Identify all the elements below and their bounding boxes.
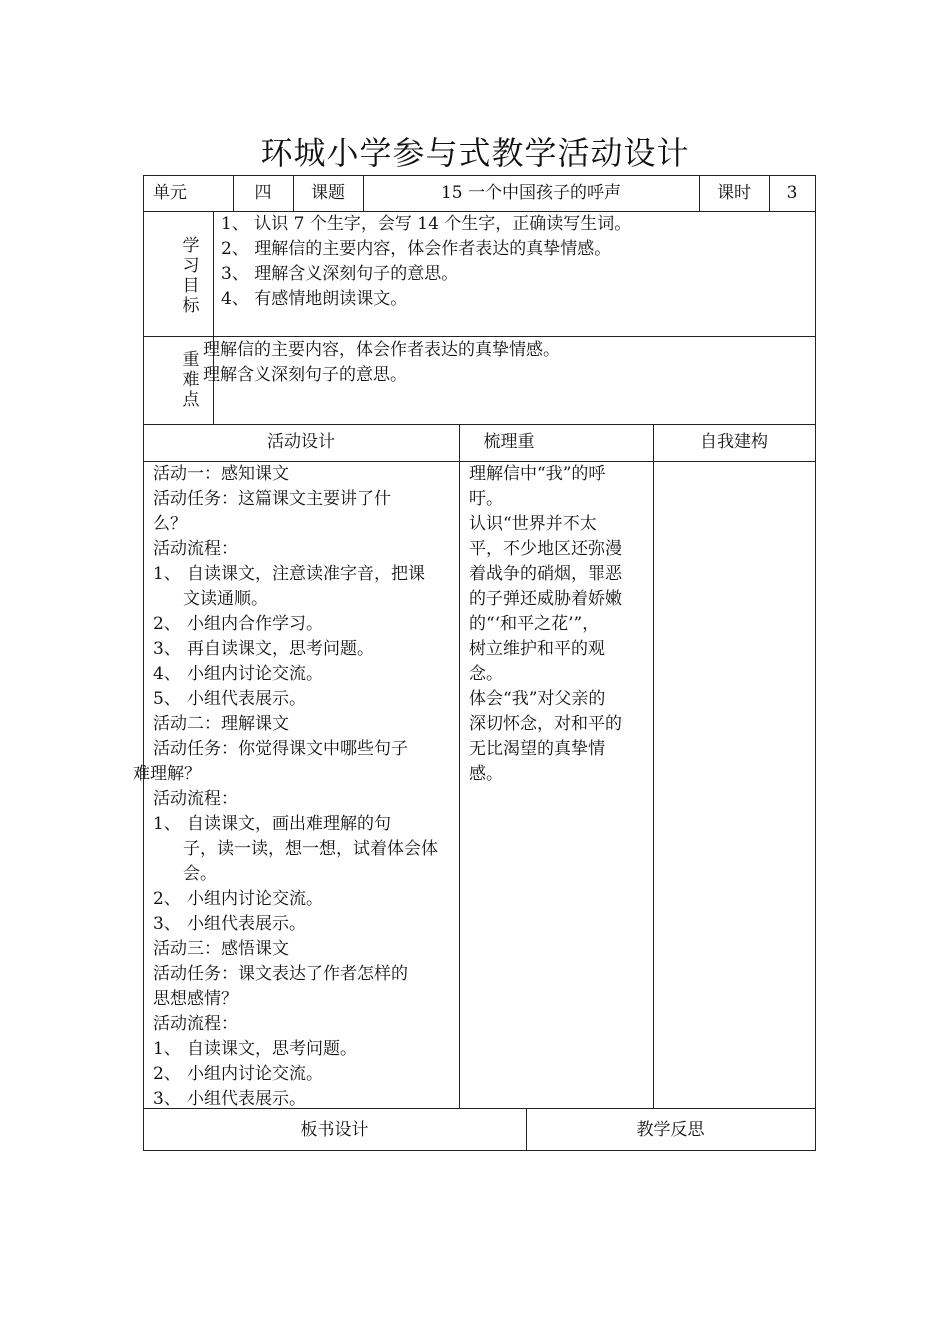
activity-line-number: 2、 [153, 889, 181, 909]
sort-line: 无比渴望的真挚情 [469, 739, 605, 759]
activity-line-text: 活动流程： [153, 539, 238, 559]
reflection-label: 教学反思 [636, 1120, 705, 1140]
document-title: 环城小学参与式教学活动设计 [260, 134, 690, 172]
activity-line-text: 么？ [153, 514, 187, 534]
period-value: 3 [786, 183, 798, 203]
activity-line-text: 会。 [183, 864, 217, 884]
activity-line-text: 小组代表展示。 [187, 1089, 306, 1109]
col-activity-header: 活动设计 [267, 432, 335, 452]
activity-line-text: 小组内讨论交流。 [187, 664, 323, 684]
activity-line-text: 小组内讨论交流。 [187, 889, 323, 909]
activity-line-text: 再自读课文，思考问题。 [187, 639, 374, 659]
sort-line: 平，不少地区还弥漫 [469, 539, 622, 559]
activity-line-text: 活动三：感悟课文 [153, 939, 289, 959]
sort-line: 感。 [469, 764, 503, 784]
activity-line [153, 1037, 458, 1062]
activity-line [153, 512, 458, 537]
activity-line [153, 737, 458, 762]
activity-line-text: 活动任务：这篇课文主要讲了什 [153, 489, 391, 509]
col-sort-header: 梳理重 [483, 432, 535, 452]
activity-line-text: 思想感情？ [153, 989, 238, 1009]
sort-line: 认识“世界并不太 [469, 514, 597, 534]
activity-line-text: 活动流程： [153, 789, 238, 809]
activity-line [153, 787, 458, 812]
activity-line-text: 活动流程： [153, 1014, 238, 1034]
sort-list [469, 462, 649, 787]
key-point-item: 理解含义深刻句子的意思。 [203, 365, 407, 385]
activity-line-number: 2、 [153, 614, 181, 634]
unit-value: 四 [254, 183, 272, 203]
activity-list [133, 462, 458, 1112]
sort-line: 深切怀念，对和平的 [469, 714, 622, 734]
sort-line: 的子弹还威胁着娇嫩 [469, 589, 622, 609]
board-design-label: 板书设计 [300, 1120, 369, 1140]
activity-line [153, 1062, 458, 1087]
sort-line: 着战争的硝烟，罪恶 [469, 564, 622, 584]
objective-item: 4、 有感情地朗读课文。 [221, 289, 408, 309]
sort-line: 吁。 [469, 489, 503, 509]
activity-line [153, 937, 458, 962]
activity-line-text: 文读通顺。 [183, 589, 268, 609]
objective-item: 2、 理解信的主要内容，体会作者表达的真挚情感。 [221, 239, 612, 259]
activity-line-text: 小组内合作学习。 [187, 614, 323, 634]
sort-line: 念。 [469, 664, 503, 684]
activity-line-number: 2、 [153, 1064, 181, 1084]
activity-line [153, 537, 458, 562]
activity-line-text: 活动任务：课文表达了作者怎样的 [153, 964, 408, 984]
activity-line [153, 687, 458, 712]
col-self-header: 自我建构 [700, 432, 768, 452]
activity-line [153, 912, 458, 937]
activity-line-text: 小组代表展示。 [187, 914, 306, 934]
sort-line: 体会“我”对父亲的 [469, 689, 606, 709]
objectives-list [221, 212, 631, 312]
activity-line [153, 987, 458, 1012]
activity-line-number: 1、 [153, 814, 181, 834]
activity-line [153, 962, 458, 987]
activity-line [153, 812, 458, 837]
activity-line [153, 462, 458, 487]
topic-label: 课题 [311, 183, 345, 203]
activity-line [153, 862, 458, 887]
activity-line-text: 难理解？ [133, 764, 201, 784]
activity-line-text: 活动二：理解课文 [153, 714, 289, 734]
activity-line [153, 1012, 458, 1037]
activity-line-number: 3、 [153, 1089, 181, 1109]
activity-line-number: 4、 [153, 664, 181, 684]
activity-line [153, 637, 458, 662]
sort-line: 的“‘和平之花’”， [469, 614, 600, 634]
activity-line [153, 487, 458, 512]
objective-item: 1、 认识 7 个生字，会写 14 个生字，正确读写生词。 [221, 214, 632, 234]
activity-line [153, 712, 458, 737]
activity-line-text: 子，读一读，想一想，试着体会体 [183, 839, 438, 859]
key-points-list [203, 338, 560, 388]
unit-label: 单元 [153, 183, 187, 203]
activity-line-text: 活动任务：你觉得课文中哪些句子 [153, 739, 408, 759]
activity-line [153, 662, 458, 687]
activity-line-text: 自读课文，思考问题。 [187, 1039, 357, 1059]
activity-line [153, 887, 458, 912]
activity-line [153, 562, 458, 587]
topic-value: 15 一个中国孩子的呼声 [440, 183, 622, 203]
activity-line [153, 837, 458, 862]
activity-line-text: 小组内讨论交流。 [187, 1064, 323, 1084]
activity-line-text: 活动一：感知课文 [153, 464, 289, 484]
activity-line-number: 1、 [153, 1039, 181, 1059]
activity-line-text: 自读课文，画出难理解的句 [187, 814, 391, 834]
activity-line [133, 762, 458, 787]
objective-item: 3、 理解含义深刻句子的意思。 [221, 264, 459, 284]
activity-line-number: 3、 [153, 639, 181, 659]
activity-line [153, 1087, 458, 1112]
key-point-item: 理解信的主要内容，体会作者表达的真挚情感。 [203, 340, 560, 360]
period-label: 课时 [717, 183, 751, 203]
activity-line-number: 5、 [153, 689, 181, 709]
sort-line: 树立维护和平的观 [469, 639, 605, 659]
activity-line-number: 3、 [153, 914, 181, 934]
activity-line-text: 小组代表展示。 [187, 689, 306, 709]
activity-line-number: 1、 [153, 564, 181, 584]
sort-line: 理解信中“我”的呼 [469, 464, 606, 484]
activity-line [153, 612, 458, 637]
activity-line-text: 自读课文，注意读准字音，把课 [187, 564, 425, 584]
activity-line [153, 587, 458, 612]
